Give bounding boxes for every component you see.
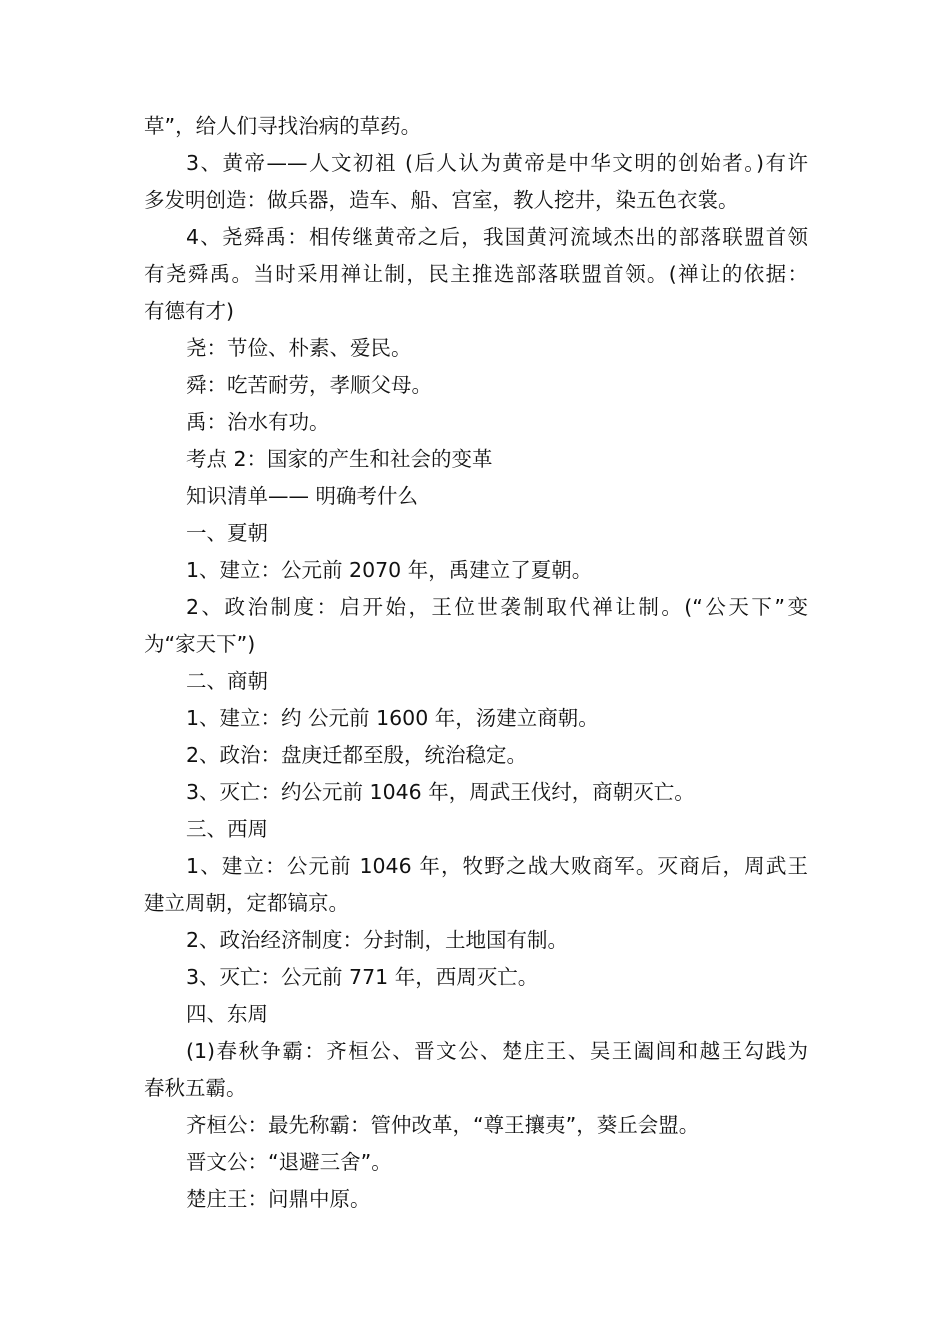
text-line: 尧：节俭、朴素、爱民。: [186, 336, 412, 360]
text-line: (1)春秋争霸：齐桓公、晋文公、楚庄王、吴王阖闾和越王勾践为: [186, 1039, 808, 1063]
text-line: 二、商朝: [186, 669, 268, 693]
text-line: 建立周朝，定都镐京。: [144, 891, 349, 915]
text-line: 春秋五霸。: [144, 1076, 247, 1100]
text-line: 四、东周: [186, 1002, 268, 1026]
text-line: 齐桓公：最先称霸：管仲改革，“尊王攘夷”，葵丘会盟。: [186, 1113, 700, 1137]
text-line: 2、政治：盘庚迁都至殷，统治稳定。: [186, 743, 528, 767]
text-line: 禹：治水有功。: [186, 410, 330, 434]
text-line: 有尧舜禹。当时采用禅让制，民主推选部落联盟首领。(禅让的依据：: [144, 262, 808, 286]
text-line: 1、建立：公元前 1046 年，牧野之战大败商军。灭商后，周武王: [186, 854, 808, 878]
text-line: 有德有才): [144, 299, 234, 323]
text-line: 2、政治制度：启开始，王位世袭制取代禅让制。(“公天下”变: [186, 595, 808, 619]
text-line: 考点 2：国家的产生和社会的变革: [186, 447, 493, 471]
text-line: 知识清单—— 明确考什么: [186, 484, 419, 508]
text-line: 1、建立：公元前 2070 年，禹建立了夏朝。: [186, 558, 593, 582]
text-line: 3、灭亡：约公元前 1046 年，周武王伐纣，商朝灭亡。: [186, 780, 695, 804]
text-line: 为“家天下”): [144, 632, 256, 656]
text-line: 多发明创造：做兵器，造车、船、宫室，教人挖井，染五色衣裳。: [144, 188, 739, 212]
text-line: 4、尧舜禹：相传继黄帝之后，我国黄河流域杰出的部落联盟首领: [186, 225, 808, 249]
text-line: 楚庄王：问鼎中原。: [186, 1187, 371, 1211]
text-line: 2、政治经济制度：分封制，土地国有制。: [186, 928, 569, 952]
text-line: 1、建立：约 公元前 1600 年，汤建立商朝。: [186, 706, 599, 730]
text-line: 一、夏朝: [186, 521, 268, 545]
text-line: 草”，给人们寻找治病的草药。: [144, 114, 422, 138]
text-line: 舜：吃苦耐劳，孝顺父母。: [186, 373, 432, 397]
document-body: [144, 108, 808, 1218]
text-line: 三、西周: [186, 817, 268, 841]
text-line: 3、灭亡：公元前 771 年，西周灭亡。: [186, 965, 539, 989]
text-line: 3、黄帝——人文初祖 (后人认为黄帝是中华文明的创始者。)有许: [186, 151, 808, 175]
text-line: 晋文公：“退避三舍”。: [186, 1150, 392, 1174]
